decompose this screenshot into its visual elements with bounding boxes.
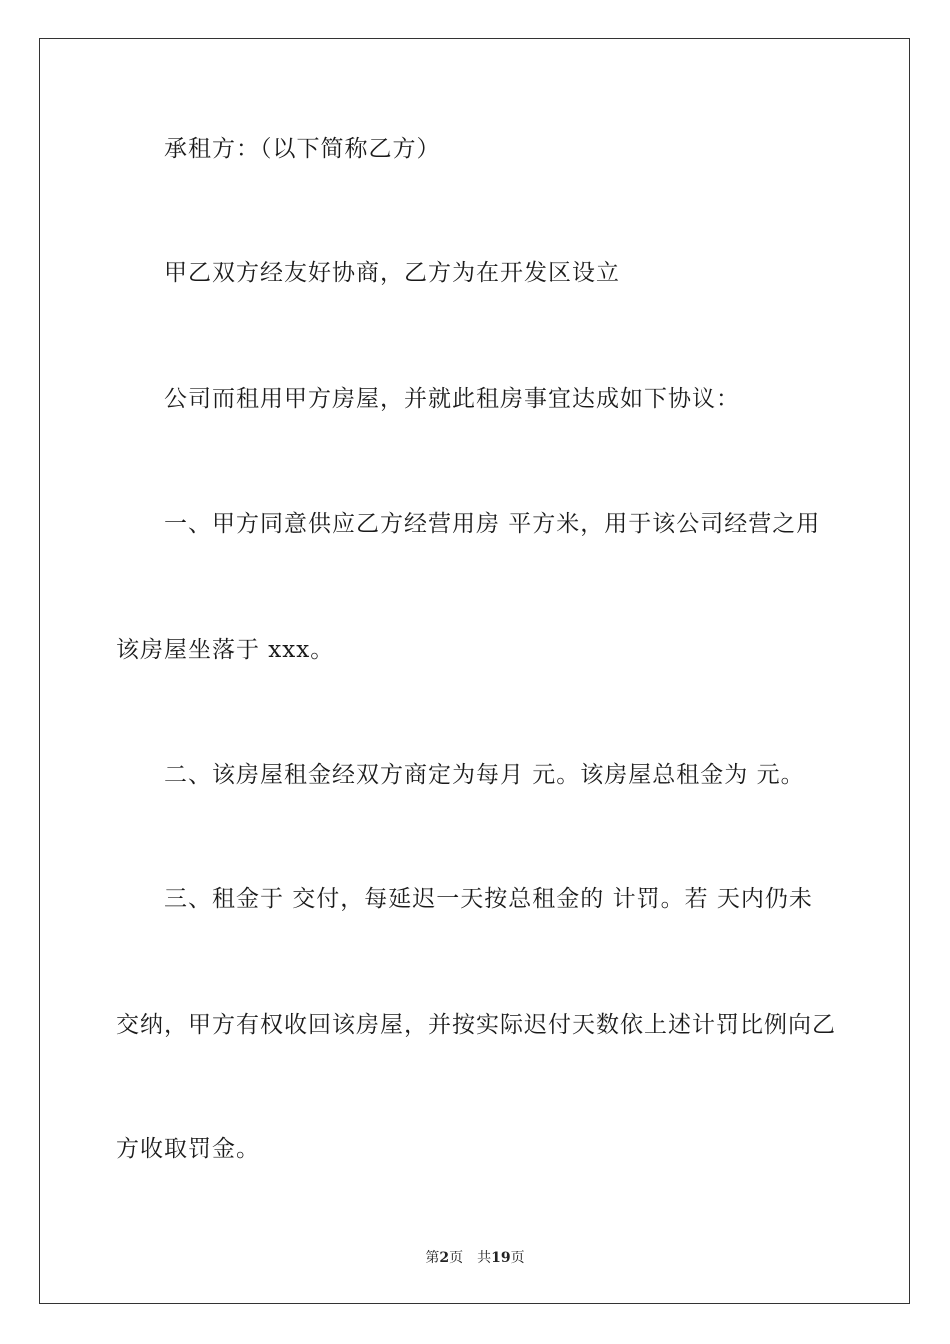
paragraph-intro-2: 公司而租用甲方房屋，并就此租房事宜达成如下协议： bbox=[164, 386, 740, 412]
page-footer bbox=[0, 1247, 950, 1267]
footer-total-prefix: 共 bbox=[477, 1250, 492, 1266]
clause-3-line-3: 方收取罚金。 bbox=[116, 1136, 260, 1162]
footer-page-number: 2 bbox=[439, 1250, 450, 1266]
clause-3-line-1: 三、租金于 交付，每延迟一天按总租金的 计罚。若 天内仍未 bbox=[164, 886, 813, 912]
paragraph-lessee: 承租方：（以下简称乙方） bbox=[164, 136, 441, 162]
clause-3-line-2: 交纳，甲方有权收回该房屋，并按实际迟付天数依上述计罚比例向乙 bbox=[116, 1012, 836, 1038]
page-border bbox=[39, 38, 910, 1304]
clause-1-line-1: 一、甲方同意供应乙方经营用房 平方米，用于该公司经营之用 bbox=[164, 511, 821, 537]
paragraph-intro-1: 甲乙双方经友好协商，乙方为在开发区设立 bbox=[164, 260, 620, 286]
clause-2: 二、该房屋租金经双方商定为每月 元。该房屋总租金为 元。 bbox=[164, 762, 805, 788]
footer-page-prefix: 第 bbox=[425, 1250, 440, 1266]
footer-page-suffix: 页 bbox=[449, 1250, 464, 1266]
footer-total-suffix: 页 bbox=[510, 1250, 525, 1266]
clause-1-line-2: 该房屋坐落于 xxx。 bbox=[116, 637, 335, 663]
footer-total-pages: 19 bbox=[491, 1250, 511, 1266]
